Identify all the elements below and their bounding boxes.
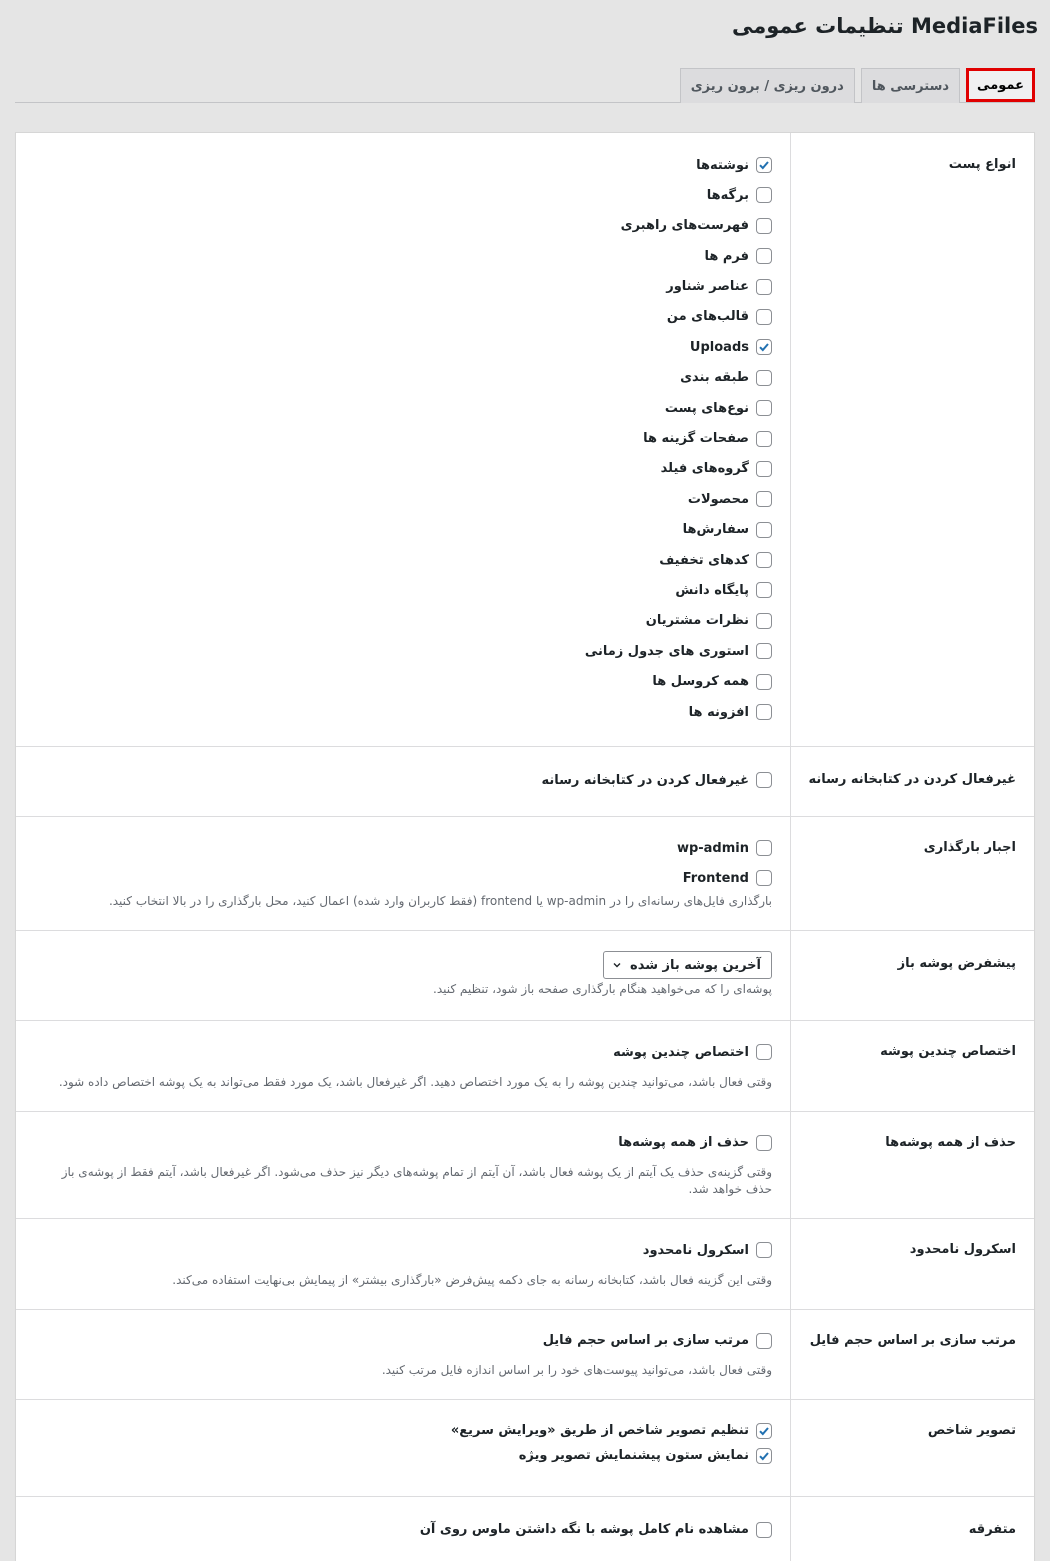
sort-by-size-description: وقتی فعال باشد، می‌توانید پیوست‌های خود را بر اساس اندازه فایل مرتب کنید. bbox=[381, 1362, 772, 1377]
infinite-scroll-label: اسکرول نامحدود bbox=[790, 1219, 1034, 1308]
post-type-checkbox[interactable]: نظرات مشتریان bbox=[36, 612, 772, 630]
post-type-checkbox[interactable]: استوری های جدول زمانی bbox=[36, 642, 772, 660]
force-upload-frontend-checkbox[interactable]: Frontend bbox=[36, 869, 772, 887]
checkbox-icon[interactable] bbox=[756, 704, 772, 720]
default-folder-select[interactable]: آخرین پوشه باز شده bbox=[603, 951, 772, 979]
checkbox-icon[interactable] bbox=[756, 1522, 772, 1538]
disable-media-library-checkbox[interactable]: غیرفعال کردن در کتابخانه رسانه bbox=[36, 771, 772, 789]
infinite-scroll-checkbox[interactable]: اسکرول نامحدود bbox=[36, 1241, 772, 1259]
post-type-checkbox[interactable]: افزونه ها bbox=[36, 703, 772, 721]
tab-import-export[interactable]: درون ریزی / برون ریزی bbox=[680, 68, 855, 103]
post-type-checkbox[interactable]: گروه‌های فیلد bbox=[36, 460, 772, 478]
tab-general[interactable]: عمومی bbox=[966, 68, 1035, 102]
post-type-checkbox[interactable]: برگه‌ها bbox=[36, 186, 772, 204]
checkbox-icon[interactable] bbox=[756, 522, 772, 538]
featured-image-quick-edit-checkbox[interactable]: تنظیم تصویر شاخص از طریق «ویرایش سریع» bbox=[36, 1422, 772, 1440]
post-type-checkbox[interactable]: محصولات bbox=[36, 490, 772, 508]
checkbox-icon[interactable] bbox=[756, 370, 772, 386]
row-multi-folder bbox=[16, 1021, 1034, 1111]
checkbox-icon[interactable] bbox=[756, 613, 772, 629]
delete-all-folders-description: وقتی گزینه‌ی حذف یک آیتم از یک پوشه فعال باشد، آن آیتم از تمام پوشه‌های دیگر نیز حذف می‌شود. اگر غیرفعال باشد، آیتم فقط از پوشه‌ی باز حذف خواهد شد. bbox=[61, 1165, 772, 1197]
checkbox-icon[interactable] bbox=[756, 1044, 772, 1060]
page-title: MediaFiles تنظیمات عمومی bbox=[731, 14, 1038, 38]
row-infinite-scroll bbox=[16, 1219, 1034, 1309]
post-type-checkbox[interactable]: پایگاه دانش bbox=[36, 581, 772, 599]
default-folder-description: پوشه‌ای را که می‌خواهید هنگام بارگذاری صفحه باز شود، تنظیم کنید. bbox=[433, 982, 772, 997]
checkbox-icon[interactable] bbox=[756, 218, 772, 234]
checkbox-icon[interactable] bbox=[756, 431, 772, 447]
post-type-checkbox[interactable]: فهرست‌های راهبری bbox=[36, 217, 772, 235]
post-type-checkbox[interactable]: سفارش‌ها bbox=[36, 521, 772, 539]
post-type-checkbox[interactable]: قالب‌های من bbox=[36, 308, 772, 326]
checkbox-icon[interactable] bbox=[756, 279, 772, 295]
checkbox-icon[interactable] bbox=[756, 552, 772, 568]
row-delete-all-folders bbox=[16, 1112, 1034, 1219]
row-featured-image bbox=[16, 1400, 1034, 1497]
force-upload-wp-admin-checkbox[interactable]: wp-admin bbox=[36, 839, 772, 857]
sort-by-size-label: مرتب سازی بر اساس حجم فایل bbox=[790, 1310, 1034, 1399]
checkbox-icon[interactable] bbox=[756, 248, 772, 264]
checkbox-icon[interactable] bbox=[756, 1423, 772, 1439]
post-type-checkbox[interactable]: نوشته‌ها bbox=[36, 156, 772, 174]
post-type-checkbox[interactable]: کدهای تخفیف bbox=[36, 551, 772, 569]
featured-image-label: تصویر شاخص bbox=[790, 1400, 1034, 1496]
checkbox-icon[interactable] bbox=[756, 870, 772, 886]
checkbox-icon[interactable] bbox=[756, 461, 772, 477]
post-type-checkbox[interactable]: فرم ها bbox=[36, 247, 772, 265]
force-upload-label: اجبار بارگذاری bbox=[790, 817, 1034, 930]
delete-all-folders-label: حذف از همه پوشه‌ها bbox=[790, 1112, 1034, 1218]
post-type-checkbox[interactable]: همه کروسل ها bbox=[36, 673, 772, 691]
checkbox-icon[interactable] bbox=[756, 1333, 772, 1349]
checkbox-icon[interactable] bbox=[756, 491, 772, 507]
checkbox-icon[interactable] bbox=[756, 339, 772, 355]
post-type-checkbox[interactable]: صفحات گزینه ها bbox=[36, 430, 772, 448]
force-upload-description: بارگذاری فایل‌های رسانه‌ای را در wp-admin یا frontend (فقط کاربران وارد شده) اعمال کنید، محل بارگذاری را در بالا انتخاب کنید. bbox=[108, 894, 772, 909]
row-force-upload bbox=[16, 817, 1034, 931]
folder-full-name-hover-checkbox[interactable]: مشاهده نام کامل پوشه با نگه داشتن ماوس روی آن bbox=[36, 1521, 772, 1539]
post-types-label: انواع پست bbox=[790, 133, 1034, 746]
checkbox-icon[interactable] bbox=[756, 1135, 772, 1151]
sort-by-size-checkbox[interactable]: مرتب سازی بر اساس حجم فایل bbox=[36, 1332, 772, 1350]
checkbox-icon[interactable] bbox=[756, 187, 772, 203]
featured-image-preview-column-checkbox[interactable]: نمایش ستون پیشنمایش تصویر ویژه bbox=[36, 1447, 772, 1465]
checkbox-icon[interactable] bbox=[756, 772, 772, 788]
settings-form bbox=[15, 132, 1035, 1561]
disable-media-library-label: غیرفعال کردن در کتابخانه رسانه bbox=[790, 747, 1034, 816]
multi-folder-label: اختصاص چندین پوشه bbox=[790, 1021, 1034, 1110]
tab-permissions[interactable]: دسترسی ها bbox=[861, 68, 960, 103]
checkbox-icon[interactable] bbox=[756, 840, 772, 856]
delete-all-folders-checkbox[interactable]: حذف از همه پوشه‌ها bbox=[36, 1134, 772, 1152]
row-default-folder bbox=[16, 931, 1034, 1021]
post-type-checkbox[interactable]: نوع‌های پست bbox=[36, 399, 772, 417]
post-types-list bbox=[36, 156, 772, 721]
checkbox-icon[interactable] bbox=[756, 674, 772, 690]
checkbox-icon[interactable] bbox=[756, 643, 772, 659]
post-type-checkbox[interactable]: طبقه بندی bbox=[36, 369, 772, 387]
row-sort-by-size bbox=[16, 1310, 1034, 1400]
checkbox-icon[interactable] bbox=[756, 1242, 772, 1258]
row-disable-media-library bbox=[16, 747, 1034, 817]
infinite-scroll-description: وقتی این گزینه فعال باشد، کتابخانه رسانه به جای دکمه پیش‌فرض «بارگذاری بیشتر» از پیمایش بی‌نهایت استفاده می‌کند. bbox=[172, 1272, 772, 1287]
row-misc bbox=[16, 1497, 1034, 1561]
row-post-types bbox=[16, 133, 1034, 747]
multi-folder-description: وقتی فعال باشد، می‌توانید چندین پوشه را به یک مورد اختصاص دهید. اگر غیرفعال باشد، یک مورد فقط می‌تواند به یک پوشه اختصاص داده شود. bbox=[58, 1074, 772, 1089]
default-folder-label: پیشفرض پوشه باز bbox=[790, 931, 1034, 1020]
checkbox-icon[interactable] bbox=[756, 309, 772, 325]
settings-tabs bbox=[15, 68, 1035, 103]
post-type-checkbox[interactable]: عناصر شناور bbox=[36, 278, 772, 296]
misc-label: متفرقه bbox=[790, 1497, 1034, 1561]
checkbox-icon[interactable] bbox=[756, 400, 772, 416]
multi-folder-checkbox[interactable]: اختصاص چندین پوشه bbox=[36, 1043, 772, 1061]
checkbox-icon[interactable] bbox=[756, 157, 772, 173]
chevron-down-icon bbox=[612, 960, 622, 970]
checkbox-icon[interactable] bbox=[756, 1448, 772, 1464]
checkbox-icon[interactable] bbox=[756, 582, 772, 598]
post-type-checkbox[interactable]: Uploads bbox=[36, 338, 772, 356]
